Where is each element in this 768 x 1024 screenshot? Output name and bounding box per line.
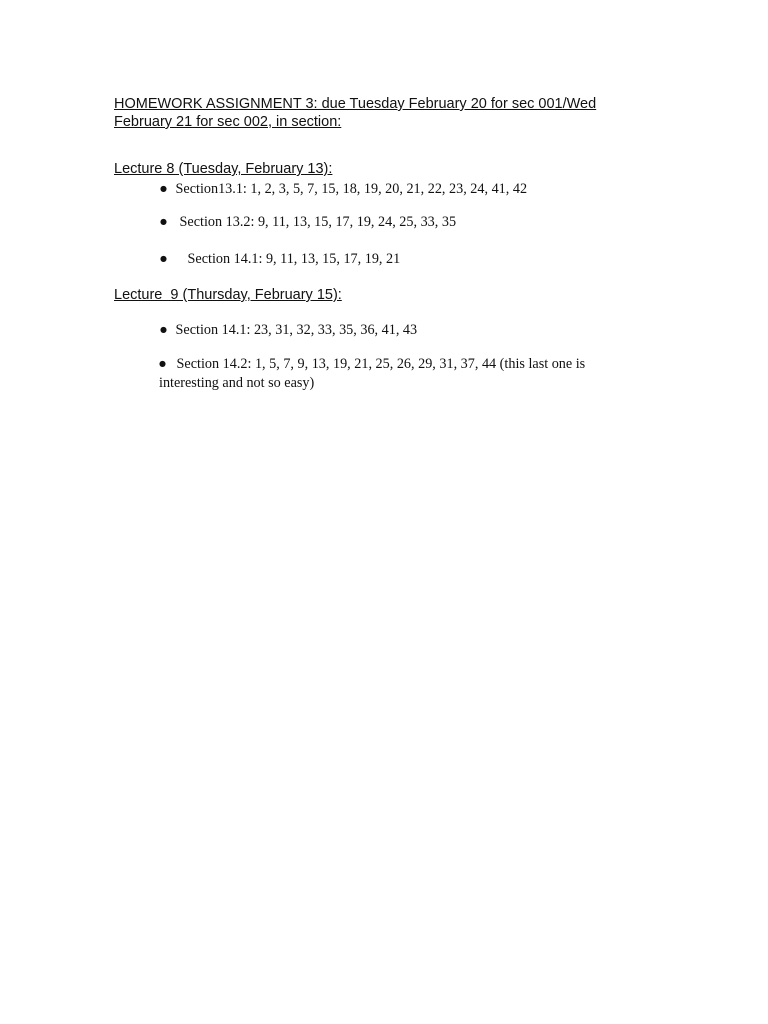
list-item-text: Section 13.2: 9, 11, 13, 15, 17, 19, 24, 25, 33, 35 bbox=[179, 214, 457, 230]
list-item bbox=[160, 179, 527, 199]
list-item bbox=[160, 249, 400, 269]
bullet-icon: ● bbox=[160, 217, 167, 226]
list-item bbox=[160, 212, 456, 232]
bullet-icon: ● bbox=[160, 254, 167, 263]
list-item-text: Section 14.1: 23, 31, 32, 33, 35, 36, 41, 43 bbox=[175, 322, 418, 338]
lecture-8-heading: Lecture 8 (Tuesday, February 13): bbox=[114, 161, 333, 177]
list-item bbox=[160, 320, 417, 340]
assignment-title: HOMEWORK ASSIGNMENT 3: due Tuesday February 20 for sec 001/Wed February 21 for sec 002, in section: bbox=[114, 96, 597, 130]
list-item-text: Section 14.1: 9, 11, 13, 15, 17, 19, 21 bbox=[187, 251, 401, 267]
bullet-icon: ● bbox=[160, 184, 167, 193]
lecture-9-heading: Lecture 9 (Thursday, February 15): bbox=[114, 287, 342, 303]
list-item-text: Section13.1: 1, 2, 3, 5, 7, 15, 18, 19, 20, 21, 22, 23, 24, 41, 42 bbox=[175, 181, 528, 197]
list-item-text: Section 14.2: 1, 5, 7, 9, 13, 19, 21, 25, 26, 29, 31, 37, 44 (this last one is interesting and not so easy) bbox=[159, 356, 586, 391]
bullet-icon: ● bbox=[159, 359, 166, 368]
bullet-icon: ● bbox=[160, 325, 167, 334]
list-item bbox=[159, 354, 619, 393]
